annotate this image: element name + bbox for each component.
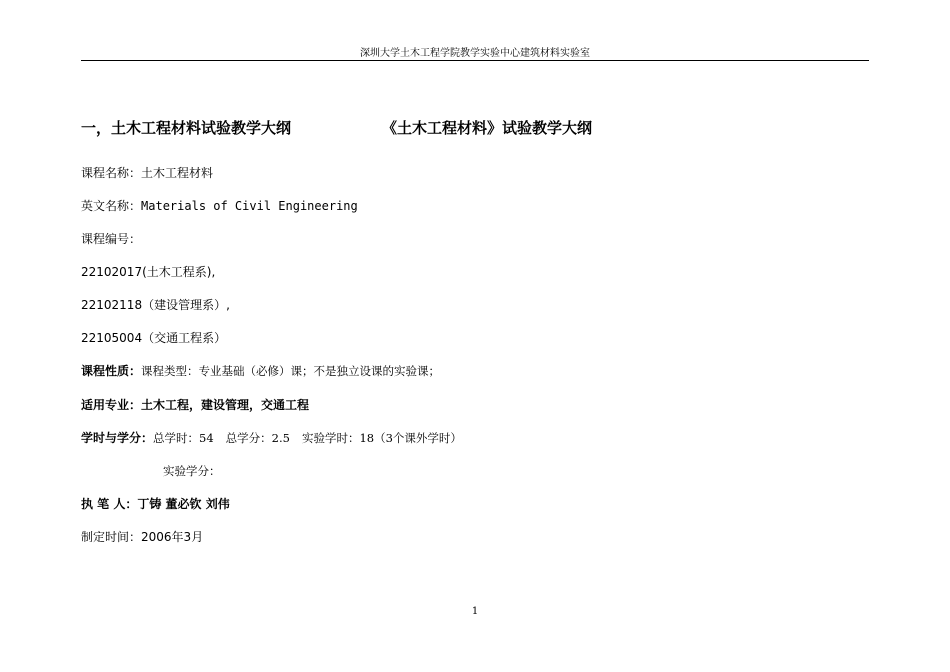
course-nature-row	[81, 363, 440, 379]
english-name-label: 英文名称：	[81, 199, 142, 213]
lab-credits: 实验学分：	[163, 464, 221, 478]
author-row	[81, 496, 230, 512]
page-header: 深圳大学土木工程学院教学实验中心建筑材料实验室	[360, 48, 590, 59]
total-hours: 总学时：54	[153, 431, 214, 445]
english-name-row	[81, 198, 358, 214]
header-rule	[81, 60, 869, 61]
course-name-label: 课程名称：	[81, 166, 142, 180]
course-name-row	[81, 165, 213, 181]
course-nature-label: 课程性质：	[81, 364, 142, 378]
course-code-traffic: 22105004（交通工程系）	[81, 331, 227, 345]
course-code-construction: 22102118（建设管理系）,	[81, 298, 230, 312]
section-heading: 一，土木工程材料试验教学大纲	[81, 119, 292, 137]
majors-row	[81, 397, 309, 413]
hours-credits-label: 学时与学分：	[81, 431, 154, 445]
course-code-label: 课程编号：	[81, 232, 142, 246]
author-label: 执 笔 人：	[81, 497, 138, 511]
date-value: 2006年3月	[141, 530, 204, 544]
date-row	[81, 529, 203, 545]
author-value: 丁铸 董必钦 刘伟	[137, 497, 230, 511]
total-credits: 总学分：2.5	[225, 431, 290, 445]
majors-label: 适用专业：	[81, 398, 142, 412]
page-number: 1	[471, 606, 479, 617]
english-name-value: Materials of Civil Engineering	[141, 199, 358, 213]
date-label: 制定时间：	[81, 530, 142, 544]
course-name-value: 土木工程材料	[141, 166, 214, 180]
majors-value: 土木工程，建设管理，交通工程	[141, 398, 310, 412]
hours-credits-row	[81, 430, 462, 446]
course-nature-value: 课程类型：专业基础（必修）课；不是独立设课的实验课；	[141, 364, 441, 378]
course-code-civil: 22102017(土木工程系),	[81, 265, 216, 279]
lab-hours: 实验学时：18（3个课外学时）	[301, 431, 462, 445]
document-title: 《土木工程材料》试验教学大纲	[382, 119, 593, 137]
